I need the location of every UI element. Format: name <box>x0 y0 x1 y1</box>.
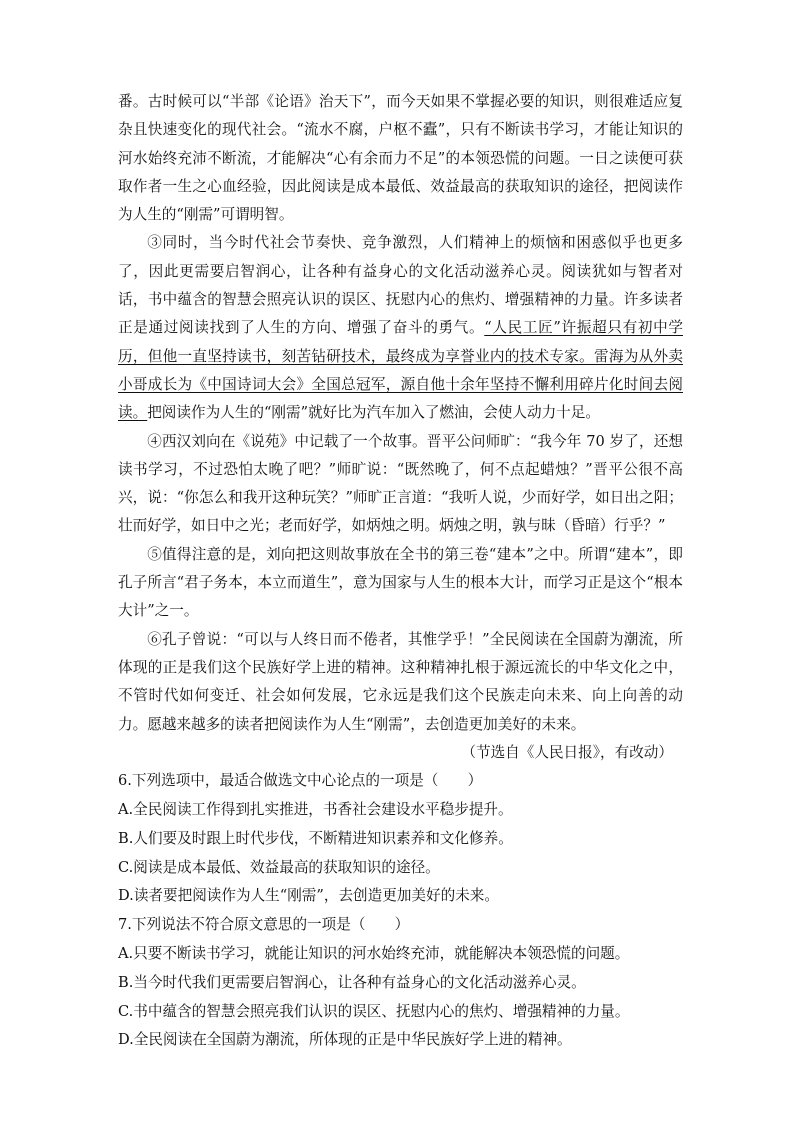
question-6-option-b: B.人们要及时跟上时代步伐，不断精进知识素养和文化修养。 <box>118 829 513 847</box>
question-6-option-a: A.全民阅读工作得到扎实推进，书香社会建设水平稳步提升。 <box>118 800 513 818</box>
paragraph-3 <box>118 229 683 427</box>
question-7-option-d: D.全民阅读在全国蔚为潮流，所体现的正是中华民族好学上进的精神。 <box>118 1031 572 1049</box>
document-page <box>118 88 683 1055</box>
paragraph-6: ⑥孔子曾说：“可以与人终日而不倦者，其惟学乎！”全民阅读在全国蔚为潮流，所体现的正是我们这个民族好学上进的精神。这种精神扎根于源远流长的中华文化之中，不管时代如何变迁、社会如何发展，它永远是我们这个民族走向未来、向上向善的动力。愿越来越多的读者把阅读作为人生“刚需”，去创造更加美好的未来。 <box>118 630 683 733</box>
paragraph-3-underlined-text: “人民工匠”许振超只有初中学历，但他一直坚持读书，刻苦钻研技术，最终成为享誉业内的技术专家。雷海为从外卖小哥成长为《中国诗词大会》全国总冠军，源自他十余年坚持不懈利用碎片化时间去阅读。 <box>118 319 683 422</box>
question-7-option-b: B.当今时代我们更需要启智润心，让各种有益身心的文化活动滋养心灵。 <box>118 973 586 991</box>
paragraph-3-text: ③同时，当今时代社会节奏快、竞争激烈，人们精神上的烦恼和困惑似乎也更多了，因此更需要启智润心，让各种有益身心的文化活动滋养心灵。阅读犹如与智者对话，书中蕴含的智慧会照亮认识的误区、抚慰内心的焦灼、增强精神的力量。许多读者正是通过阅读找到了人生的方向、增强了奋斗的勇气。 <box>118 234 683 337</box>
paragraph-5: ⑤值得注意的是，刘向把这则故事放在全书的第三卷“建本”之中。所谓“建本”，即孔子所言“君子务本，本立而道生”，意为国家与人生的根本大计，而学习正是这个“根本大计”之一。 <box>118 545 683 620</box>
question-6-option-d: D.读者要把阅读作为人生“刚需”，去创造更加美好的未来。 <box>118 887 499 905</box>
question-6 <box>118 767 683 911</box>
paragraph-4: ④西汉刘向在《说苑》中记载了一个故事。晋平公问师旷：“我今年 70 岁了，还想读书学习，不过恐怕太晚了吧？”师旷说：“既然晚了，何不点起蜡烛？”晋平公很不高兴，说：“你怎么和我开这种玩笑？”师旷正言道：“我听人说，少而好学，如日出之阳；壮而好学，如日中之光；老而好学，如炳烛之明。炳烛之明，孰与昧（昏暗）行乎？” <box>118 432 683 535</box>
source-citation: （节选自《人民日报》，有改动） <box>461 743 673 761</box>
paragraph-2-continued: 番。古时候可以“半部《论语》治天下”，而今天如果不掌握必要的知识，则很难适应复杂且快速变化的现代社会。“流水不腐，户枢不蠹”，只有不断读书学习，才能让知识的河水始终充沛不断流，才能解决“心有余而力不足”的本领恐慌的问题。一日之读便可获取作者一生之心血经验，因此阅读是成本最低、效益最高的获取知识的途径，把阅读作为人生的“刚需”可谓明智。 <box>118 93 683 224</box>
question-7 <box>118 911 683 1055</box>
question-7-option-a: A.只要不断读书学习，就能让知识的河水始终充沛，就能解决本领恐慌的问题。 <box>118 944 630 962</box>
question-7-option-c: C.书中蕴含的智慧会照亮我们认识的误区、抚慰内心的焦灼、增强精神的力量。 <box>118 1002 630 1020</box>
question-6-option-c: C.阅读是成本最低、效益最高的获取知识的途径。 <box>118 858 440 876</box>
question-7-stem: 7.下列说法不符合原文意思的一项是（ ） <box>118 916 410 934</box>
question-6-stem: 6.下列选项中，最适合做选文中心论点的一项是（ ） <box>118 772 483 790</box>
paragraph-3-text-end: 把阅读作为人生的“刚需”就好比为汽车加入了燃油，会使人动力十足。 <box>147 404 600 422</box>
